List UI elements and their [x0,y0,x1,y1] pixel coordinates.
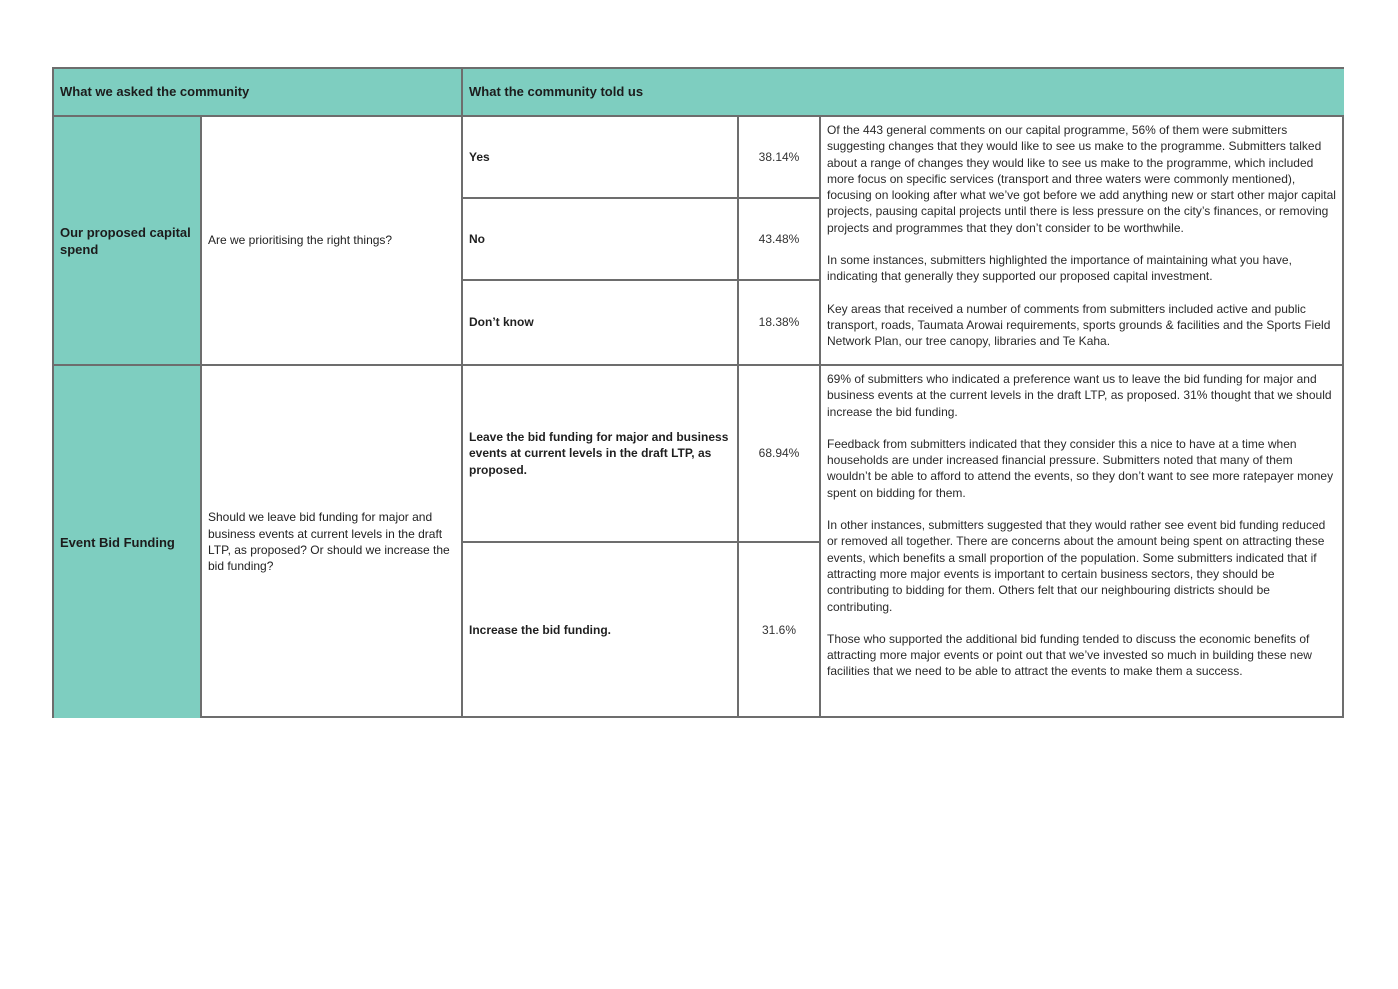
option-label: Increase the bid funding. [469,623,612,638]
comment-paragraph: In some instances, submitters highlighted the importance of maintaining what you have, indicating that generally they supported our proposed capital investment. [827,253,1292,284]
comments-event-bid-funding [821,366,1344,718]
option-percent: 31.6% [761,623,797,638]
option-label: Don’t know [469,315,534,330]
grid-line [461,69,463,718]
consultation-summary-table [52,67,1344,718]
grid-line [461,541,821,543]
option-label: Leave the bid funding for major and business events at current levels in the draft LTP, as proposed. [469,430,729,477]
topic-event-bid-funding: Event Bid Funding [54,366,200,718]
grid-line [54,115,1344,117]
comments-capital-spend [821,117,1344,364]
grid-line [200,115,202,718]
question-event-bid-funding: Should we leave bid funding for major and business events at current levels in the draft LTP, as proposed? Or should we increase the bid funding? [208,510,450,574]
grid-line [461,197,821,199]
comment-paragraph: In other instances, submitters suggested that they would rather see event bid funding reduced or removed all together. There are concerns about the amount being spent on attracting these events, which benefits a small proportion of the population. Some submitters indicated that if attracting more major events is important to certain business sectors, they should be contributing to bidding for them. Others felt that our neighbouring districts should be contributing. [827,518,1326,614]
grid-line [54,364,1344,366]
header-told: What the community told us [463,69,1344,115]
option-percent: 68.94% [758,446,800,461]
comment-paragraph: Feedback from submitters indicated that they consider this a nice to have at a time when households are under increased financial pressure. Submitters noted that many of them wouldn’t be able to afford to attend the events, so they don’t want to see more ratepayer money spent on bidding for them. [827,436,1334,500]
grid-line [461,279,821,281]
comment-paragraph: Those who supported the additional bid funding tended to discuss the economic benefits of attracting more major events or point out that we’ve invested so much in building these new facilities that we need to be able to attract the events to make them a success. [827,631,1312,679]
comment-paragraph: 69% of submitters who indicated a preference want us to leave the bid funding for major and business events at the current levels in the draft LTP, as proposed. 31% thought that we should increase the bid funding. [827,372,1332,419]
question-capital-spend: Are we prioritising the right things? [208,233,393,248]
topic-capital-spend: Our proposed capital spend [54,117,200,364]
comment-paragraph: Of the 443 general comments on our capital programme, 56% of them were submitters suggesting changes that they would like to see us make to the programme. Submitters talked about a range of changes they would like to see us make to the programme, which included more focus on specific services (transport and three waters were commonly mentioned), focusing on looking after what we’ve got before we add anything new or start other major capital projects, pausing capital projects until there is less pressure on the city’s finances, or removing projects and programmes that they don’t consider to be worthwhile. [827,123,1336,235]
grid-line [737,115,739,718]
option-label: No [469,231,485,246]
option-label: Yes [469,149,490,164]
option-percent: 18.38% [758,315,800,330]
comment-paragraph: Key areas that received a number of comments from submitters included active and public transport, roads, Taumata Arowai requirements, sports grounds & facilities and the Sports Field Network Plan, our tree canopy, libraries and Te Kaha. [827,301,1331,349]
header-asked: What we asked the community [54,69,461,115]
option-percent: 38.14% [758,149,800,164]
grid-line [819,115,821,718]
option-percent: 43.48% [758,231,800,246]
